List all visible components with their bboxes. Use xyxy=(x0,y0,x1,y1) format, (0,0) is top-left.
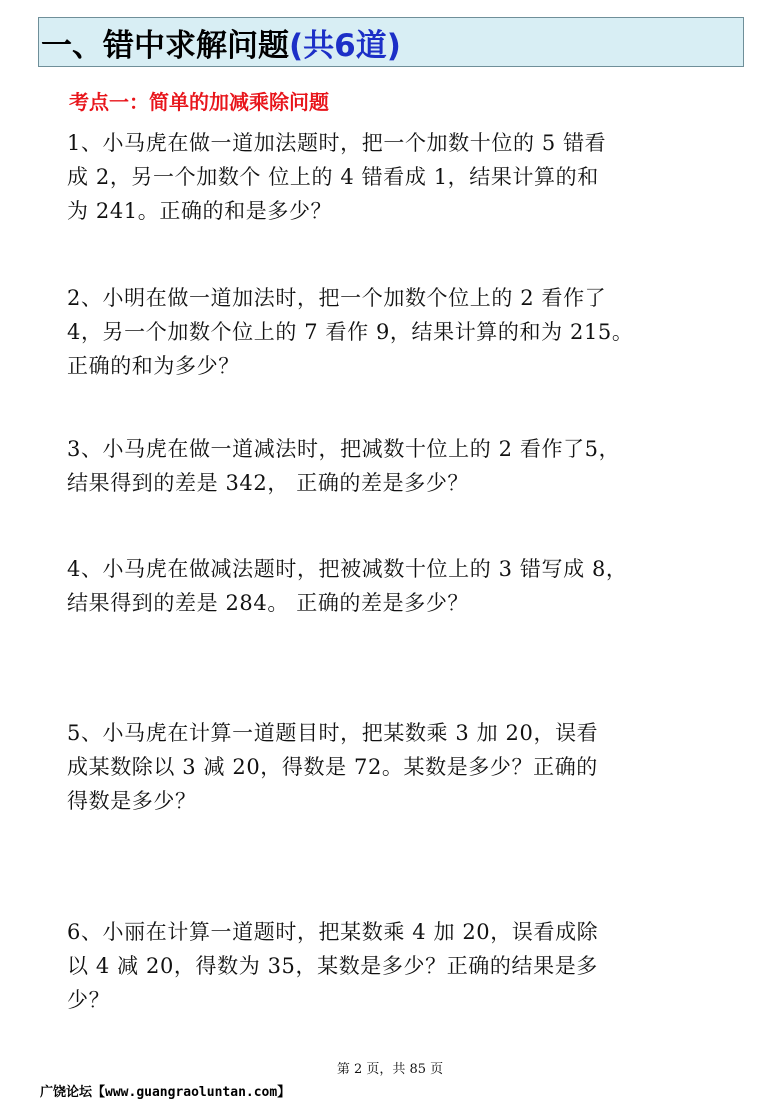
section-title xyxy=(41,20,401,65)
section-title-text: 一、错中求解问题 xyxy=(41,27,289,64)
problem-line: 4，另一个加数个位上的 7 看作 9，结果计算的和为 215。 xyxy=(67,320,634,344)
problem-1 xyxy=(67,126,687,228)
problem-line: 为 241。正确的和是多少？ xyxy=(67,199,333,223)
problem-2 xyxy=(67,281,687,383)
problem-line: 6、小丽在计算一道题时，把某数乘 4 加 20，误看成除 xyxy=(67,920,599,944)
problem-line: 结果得到的差是 284。 正确的差是多少？ xyxy=(67,591,470,615)
problem-line: 4、小马虎在做减法题时，把被减数十位上的 3 错写成 8， xyxy=(67,557,628,581)
footer-site-name: 广饶论坛 xyxy=(40,1085,93,1100)
problem-line: 结果得到的差是 342， 正确的差是多少？ xyxy=(67,471,470,495)
topic-heading: 考点一：简单的加减乘除问题 xyxy=(69,90,329,114)
problem-5 xyxy=(67,716,687,818)
problem-line: 成 2，另一个加数个 位上的 4 错看成 1，结果计算的和 xyxy=(67,165,599,189)
problem-line: 正确的和为多少？ xyxy=(67,354,240,378)
footer xyxy=(40,1081,290,1100)
problem-line: 3、小马虎在做一道减法时，把减数十位上的 2 看作了5， xyxy=(67,437,621,461)
problem-line: 1、小马虎在做一道加法题时，把一个加数十位的 5 错看 xyxy=(67,131,607,155)
problem-line: 少？ xyxy=(67,988,111,1012)
page-number: 第 2 页，共 85 页 xyxy=(336,1062,444,1077)
problem-3 xyxy=(67,432,687,500)
section-header xyxy=(38,17,744,67)
problem-line: 得数是多少？ xyxy=(67,789,197,813)
footer-url: 【www.guangraoluntan.com】 xyxy=(92,1085,291,1100)
problem-4 xyxy=(67,552,687,620)
problem-line: 2、小明在做一道加法时，把一个加数个位上的 2 看作了 xyxy=(67,286,607,310)
section-count: (共6道) xyxy=(289,27,401,64)
problem-6 xyxy=(67,915,687,1017)
problem-line: 成某数除以 3 减 20，得数是 72。某数是多少？正确的 xyxy=(67,755,598,779)
problem-line: 以 4 减 20，得数为 35，某数是多少？正确的结果是多 xyxy=(67,954,598,978)
problem-line: 5、小马虎在计算一道题目时，把某数乘 3 加 20，误看 xyxy=(67,721,599,745)
